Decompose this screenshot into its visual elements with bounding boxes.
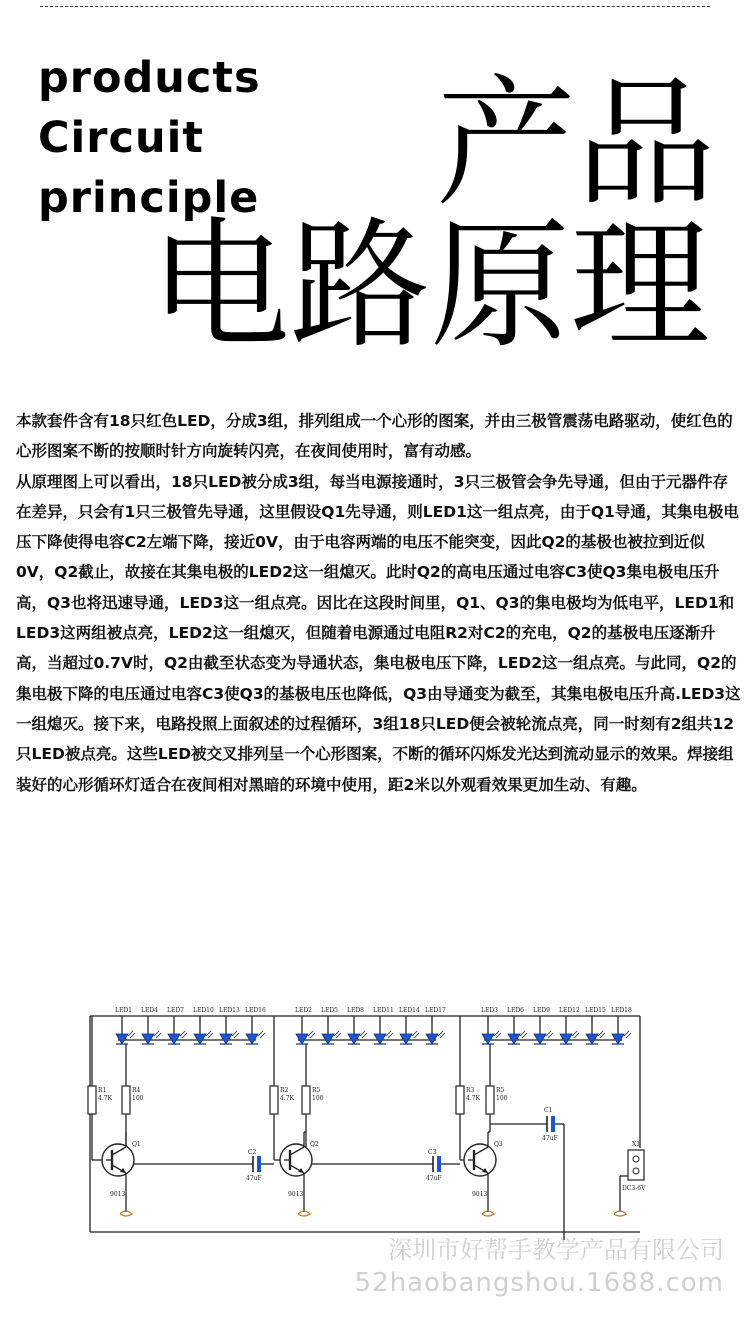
resistor xyxy=(270,1086,278,1114)
led-label: LED13 xyxy=(219,1007,240,1014)
led-label: LED5 xyxy=(321,1007,338,1014)
capacitor-plate xyxy=(551,1116,555,1132)
led-diode xyxy=(482,1034,494,1044)
capacitor-value: 47uF xyxy=(542,1135,558,1142)
connector-value: DC3-6V xyxy=(622,1185,646,1192)
led-label: LED7 xyxy=(167,1007,184,1014)
resistor-label: R5 xyxy=(496,1087,505,1094)
capacitor-label: C1 xyxy=(544,1107,553,1114)
watermark-url: 52haobangshou.1688.com xyxy=(354,1268,724,1298)
top-dashed-divider xyxy=(40,6,710,7)
led-diode xyxy=(296,1034,308,1044)
title-en-line-1: products xyxy=(38,53,261,103)
resistor-value: 100 xyxy=(132,1095,144,1102)
capacitor-label: C2 xyxy=(248,1149,257,1156)
led-diode xyxy=(194,1034,206,1044)
led-label: LED2 xyxy=(295,1007,312,1014)
capacitor-plate xyxy=(257,1156,261,1172)
resistor xyxy=(122,1086,130,1114)
circuit-schematic xyxy=(80,1000,680,1240)
led-diode xyxy=(220,1034,232,1044)
led-label: LED1 xyxy=(115,1007,132,1014)
transistor-label: Q3 xyxy=(494,1141,503,1148)
led-label: LED17 xyxy=(425,1007,446,1014)
resistor xyxy=(88,1086,96,1114)
led-label: LED18 xyxy=(611,1007,632,1014)
transistor-part: 9013 xyxy=(110,1191,126,1198)
led-diode xyxy=(348,1034,360,1044)
capacitor-label: C3 xyxy=(428,1149,437,1156)
title-cn-line-2: 电路原理 xyxy=(150,205,711,368)
resistor xyxy=(302,1086,310,1114)
title-en-line-2: Circuit xyxy=(38,113,204,163)
connector-label: X1 xyxy=(632,1141,641,1148)
led-diode xyxy=(374,1034,386,1044)
led-diode xyxy=(142,1034,154,1044)
led-diode xyxy=(246,1034,258,1044)
title-cn-line-1: 产品 xyxy=(436,63,717,226)
led-diode xyxy=(400,1034,412,1044)
capacitor-plate xyxy=(437,1156,441,1172)
led-label: LED11 xyxy=(373,1007,394,1014)
led-diode xyxy=(586,1034,598,1044)
led-diode xyxy=(612,1034,624,1044)
title-en-line-3: principle xyxy=(38,173,260,223)
led-label: LED6 xyxy=(507,1007,524,1014)
led-diode xyxy=(508,1034,520,1044)
resistor-value: 4.7K xyxy=(280,1095,295,1102)
paragraph-2: 从原理图上可以看出，18只LED被分成3组，每当电源接通时，3只三极管会争先导通，但由于元器件存在差异，只会有1只三极管先导通，这里假设Q1先导通，则LED1这一组点亮，由于Q1导通，其集电极电压下降使得电容C2左端下降，接近0V，由于电容两端的电压不能突变，因此Q2的基极也被拉到近似0V，Q2截止，故接在其集电极的LED2这一组熄灭。此时Q2的高电压通过电容C3使Q3集电极电压升高，Q3也将迅速导通，LED3这一组点亮。因比在这段时间里，Q1、Q3的集电极均为低电平，LED1和LED3这两组被点亮，LED2这一组熄灭，但随着电源通过电阻R2对C2的充电，Q2的基极电压逐渐升高，当超过0.7V时，Q2由截至状态变为导通状态，集电极电压下降，LED2这一组点亮。与此同，Q2的集电极下降的电压通过电容C3使Q3的基极电压也降低，Q3由导通变为截至，其集电极电压升高.LED3这一组熄灭。接下来，电路投照上面叙述的过程循环，3组18只LED便会被轮流点亮，同一时刻有2组共12只LED被点亮。这些LED被交叉排列呈一个心形图案，不断的循环闪烁发光达到流动显示的效果。焊接组装好的心形循环灯适合在夜间相对黑暗的环境中使用，距2米以外观看效果更加生动、有趣。 xyxy=(16,472,741,794)
transistor-part: 9013 xyxy=(288,1191,304,1198)
led-label: LED9 xyxy=(533,1007,550,1014)
transistor-label: Q2 xyxy=(310,1141,319,1148)
watermark-company: 深圳市好帮手教学产品有限公司 xyxy=(388,1236,724,1264)
led-label: LED10 xyxy=(193,1007,214,1014)
led-label: LED15 xyxy=(585,1007,606,1014)
led-diode xyxy=(560,1034,572,1044)
power-connector xyxy=(628,1150,644,1180)
resistor xyxy=(456,1086,464,1114)
led-label: LED14 xyxy=(399,1007,420,1014)
led-diode xyxy=(168,1034,180,1044)
resistor-value: 4.7K xyxy=(466,1095,481,1102)
resistor-label: R2 xyxy=(280,1087,289,1094)
capacitor-value: 47uF xyxy=(426,1175,442,1182)
resistor-label: R5 xyxy=(312,1087,321,1094)
resistor-value: 4.7K xyxy=(98,1095,113,1102)
transistor-part: 9013 xyxy=(472,1191,488,1198)
resistor-label: R3 xyxy=(466,1087,475,1094)
led-diode xyxy=(116,1034,128,1044)
resistor xyxy=(486,1086,494,1114)
resistor-label: R1 xyxy=(98,1087,107,1094)
resistor-label: R4 xyxy=(132,1087,141,1094)
led-label: LED16 xyxy=(245,1007,266,1014)
led-diode xyxy=(426,1034,438,1044)
led-label: LED3 xyxy=(481,1007,498,1014)
resistor-value: 100 xyxy=(312,1095,324,1102)
paragraph-1: 本款套件含有18只红色LED，分成3组，排列组成一个心形的图案，并由三极管震荡电路驱动，使红色的心形图案不断的按顺时针方向旋转闪亮，在夜间使用时，富有动感。 xyxy=(16,412,733,461)
led-label: LED12 xyxy=(559,1007,580,1014)
transistor-label: Q1 xyxy=(132,1141,141,1148)
resistor-value: 100 xyxy=(496,1095,508,1102)
description-text xyxy=(16,406,742,800)
led-diode xyxy=(534,1034,546,1044)
led-label: LED4 xyxy=(141,1007,158,1014)
english-title xyxy=(38,48,261,228)
capacitor-value: 47uF xyxy=(246,1175,262,1182)
led-diode xyxy=(322,1034,334,1044)
led-label: LED8 xyxy=(347,1007,364,1014)
